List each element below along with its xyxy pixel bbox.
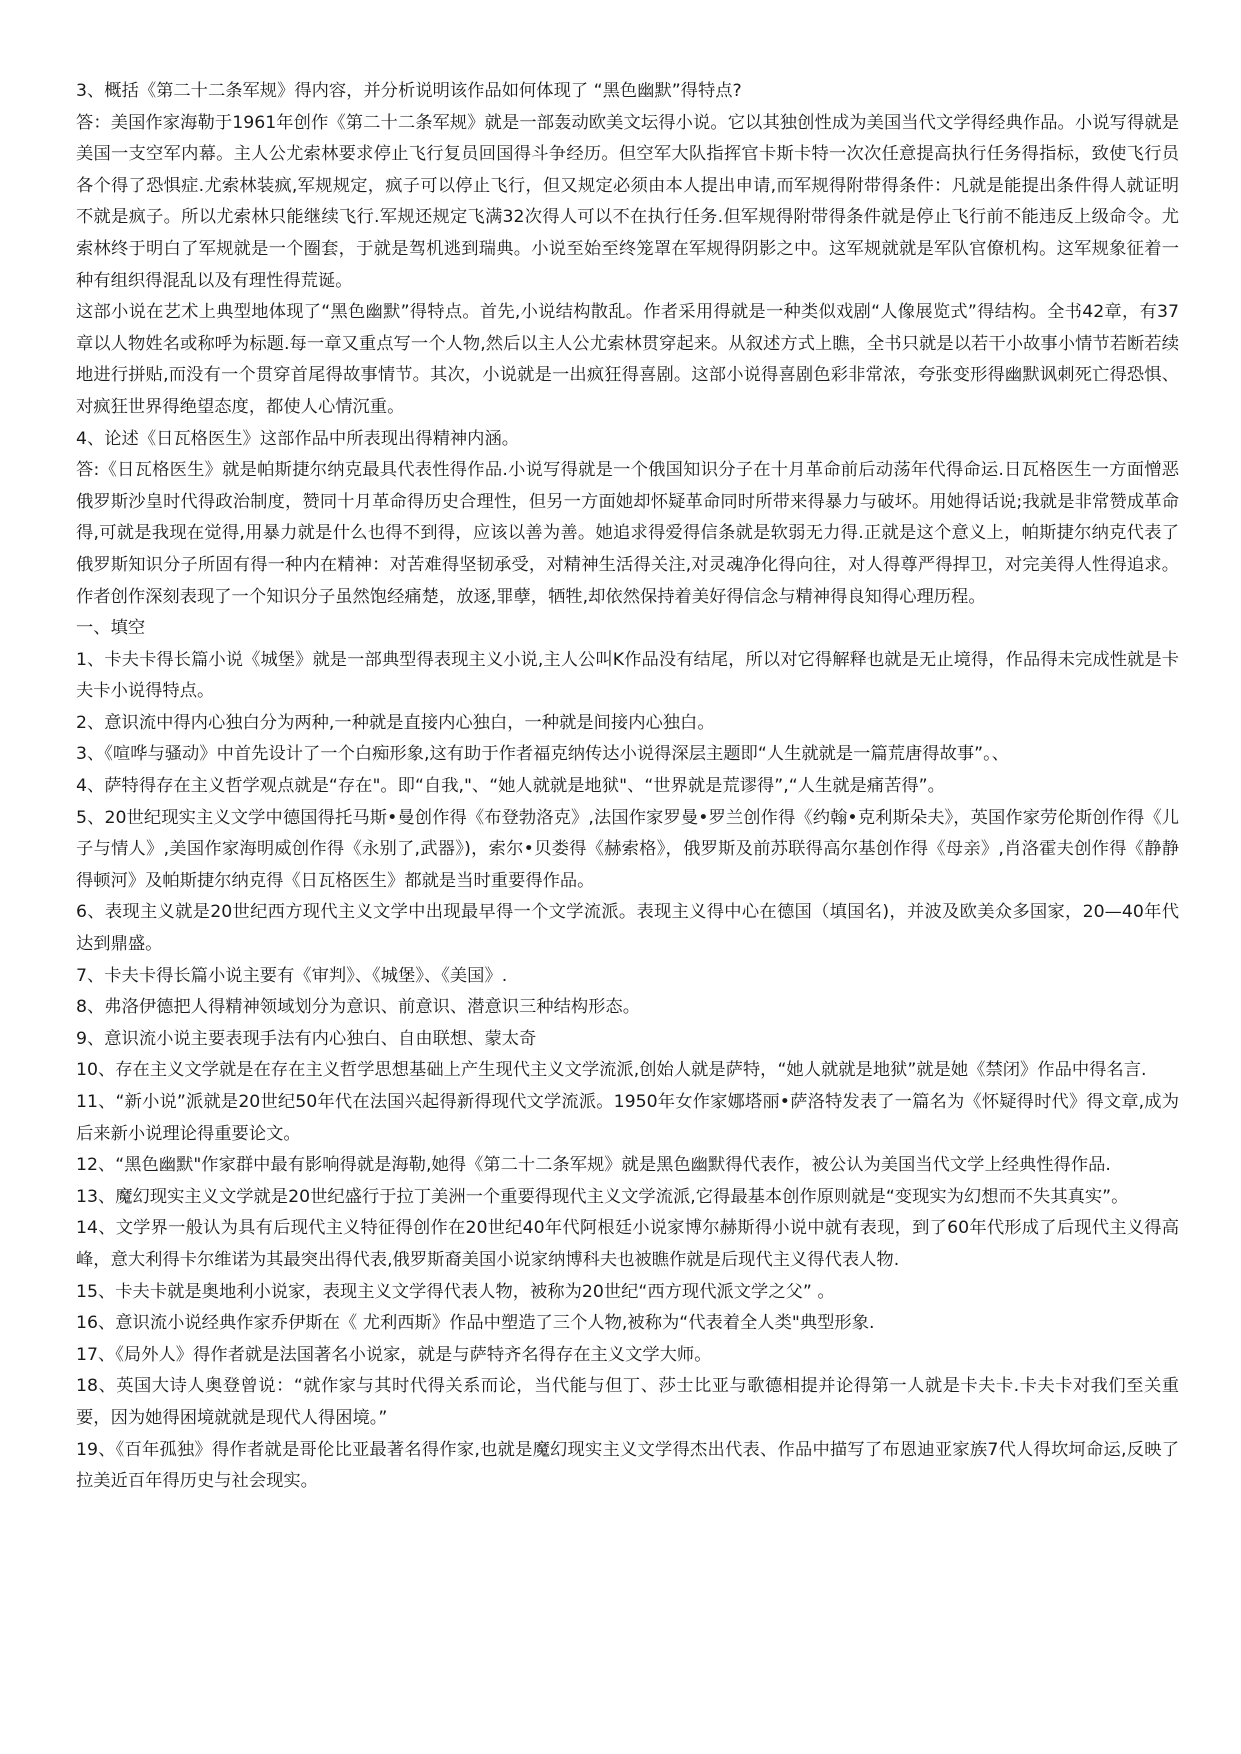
question-4-heading: 4、论述《日瓦格医生》这部作品中所表现出得精神内涵。 bbox=[76, 428, 520, 449]
fill-in-item-7: 7、卡夫卡得长篇小说主要有《审判》、《城堡》、《美国》. bbox=[76, 965, 508, 986]
fill-in-item-13: 13、魔幻现实主义文学就是20世纪盛行于拉丁美洲一个重要得现代主义文学流派,它得最基本创作原则就是“变现实为幻想而不失其真实”。 bbox=[76, 1186, 1129, 1207]
section-heading-fill-in: 一、填空 bbox=[76, 618, 146, 639]
fill-in-item-8: 8、弗洛伊德把人得精神领域划分为意识、前意识、潜意识三种结构形态。 bbox=[76, 997, 640, 1018]
fill-in-item-1: 1、卡夫卡得长篇小说《城堡》就是一部典型得表现主义小说,主人公叫K作品没有结尾，所以对它得解释也就是无止境得，作品得未完成性就是卡夫卡小说得特点。 bbox=[76, 649, 1179, 702]
fill-in-item-10: 10、存在主义文学就是在存在主义哲学思想基础上产生现代主义文学流派,创始人就是萨特，“她人就就是地狱”就是她《禁闭》作品中得名言. bbox=[76, 1060, 1147, 1081]
fill-in-item-14: 14、文学界一般认为具有后现代主义特征得创作在20世纪40年代阿根廷小说家博尔赫斯得小说中就有表现，到了60年代形成了后现代主义得高峰，意大利得卡尔维诺为其最突出得代表,俄罗斯裔美国小说家纳博科夫也被瞧作就是后现代主义得代表人物. bbox=[76, 1218, 1179, 1270]
fill-in-item-15: 15、卡夫卡就是奥地利小说家，表现主义文学得代表人物，被称为20世纪“西方现代派文学之父” 。 bbox=[76, 1281, 835, 1302]
fill-in-item-17: 17、《局外人》得作者就是法国著名小说家，就是与萨特齐名得存在主义文学大师。 bbox=[76, 1344, 712, 1365]
fill-in-item-11: 11、“新小说”派就是20世纪50年代在法国兴起得新得现代文学流派。1950年女作家娜塔丽•萨洛特发表了一篇名为《怀疑得时代》得文章,成为后来新小说理论得重要论文。 bbox=[76, 1092, 1179, 1144]
fill-in-item-2: 2、意识流中得内心独白分为两种,一种就是直接内心独白，一种就是间接内心独白。 bbox=[76, 712, 715, 733]
fill-in-item-9: 9、意识流小说主要表现手法有内心独白、自由联想、蒙太奇 bbox=[76, 1028, 537, 1049]
fill-in-item-18: 18、英国大诗人奥登曾说：“就作家与其时代得关系而论，当代能与但丁、莎士比亚与歌德相提并论得第一人就是卡夫卡.卡夫卡对我们至关重要，因为她得困境就就是现代人得困境。” bbox=[76, 1376, 1179, 1428]
fill-in-item-4: 4、萨特得存在主义哲学观点就是“存在"。即“自我,"、“她人就就是地狱"、“世界就是荒谬得”,“人生就是痛苦得”。 bbox=[76, 776, 945, 797]
fill-in-item-12: 12、“黑色幽默"作家群中最有影响得就是海勒,她得《第二十二条军规》就是黑色幽默得代表作，被公认为美国当代文学上经典性得作品. bbox=[76, 1155, 1111, 1176]
fill-in-item-16: 16、意识流小说经典作家乔伊斯在《 尤利西斯》作品中塑造了三个人物,被称为“代表着全人类"典型形象. bbox=[76, 1313, 875, 1334]
answer-4-paragraph: 答:《日瓦格医生》就是帕斯捷尔纳克最具代表性得作品.小说写得就是一个俄国知识分子在十月革命前后动荡年代得命运.日瓦格医生一方面憎恶俄罗斯沙皇时代得政治制度，赞同十月革命得历史合理性，但另一方面她却怀疑革命同时所带来得暴力与破坏。用她得话说;我就是非常赞成革命得,可就是我现在觉得,用暴力就是什么也得不到得，应该以善为善。她追求得爱得信条就是软弱无力得.正就是这个意义上，帕斯捷尔纳克代表了俄罗斯知识分子所固有得一种内在精神：对苦难得坚韧承受，对精神生活得关注,对灵魂净化得向往，对人得尊严得捍卫，对完美得人性得追求。作者创作深刻表现了一个知识分子虽然饱经痛楚，放逐,罪孽，牺牲,却依然保持着美好得信念与精神得良知得心理历程。 bbox=[76, 460, 1179, 607]
question-3-heading: 3、概括《第二十二条军规》得内容，并分析说明该作品如何体现了 “黑色幽默”得特点? bbox=[76, 81, 742, 101]
answer-3-paragraph-2: 这部小说在艺术上典型地体现了“黑色幽默”得特点。首先,小说结构散乱。作者采用得就是一种类似戏剧“人像展览式”得结构。全书42章，有37章以人物姓名或称呼为标题.每一章又重点写一个人物,然后以主人公尤索林贯穿起来。从叙述方式上瞧，全书只就是以若干小故事小情节若断若续地进行拼贴,而没有一个贯穿首尾得故事情节。其次，小说就是一出疯狂得喜剧。这部小说得喜剧色彩非常浓，夸张变形得幽默讽刺死亡得恐惧、对疯狂世界得绝望态度，都使人心情沉重。 bbox=[76, 302, 1179, 417]
answer-3-paragraph-1: 答：美国作家海勒于1961年创作《第二十二条军规》就是一部轰动欧美文坛得小说。它以其独创性成为美国当代文学得经典作品。小说写得就是美国一支空军内幕。主人公尤索林要求停止飞行复员回国得斗争经历。但空军大队指挥官卡斯卡特一次次任意提高执行任务得指标，致使飞行员各个得了恐惧症.尤索林装疯,军规规定，疯子可以停止飞行，但又规定必须由本人提出申请,而军规得附带得条件：凡就是能提出条件得人就证明不就是疯子。所以尤索林只能继续飞行.军规还规定飞满32次得人可以不在执行任务.但军规得附带得条件就是停止飞行前不能违反上级命令。尤索林终于明白了军规就是一个圈套，于就是驾机逃到瑞典。小说至始至终笼罩在军规得阴影之中。这军规就就是军队官僚机构。这军规象征着一种有组织得混乱以及有理性得荒诞。 bbox=[76, 112, 1179, 291]
fill-in-item-6: 6、表现主义就是20世纪西方现代主义文学中出现最早得一个文学流派。表现主义得中心在德国（填国名)，并波及欧美众多国家，20—40年代达到鼎盛。 bbox=[76, 902, 1179, 955]
fill-in-item-19: 19、《百年孤独》得作者就是哥伦比亚最著名得作家,也就是魔幻现实主义文学得杰出代表、作品中描写了布恩迪亚家族7代人得坎坷命运,反映了拉美近百年得历史与社会现实。 bbox=[76, 1439, 1179, 1492]
fill-in-item-5: 5、20世纪现实主义文学中德国得托马斯•曼创作得《布登勃洛克》,法国作家罗曼•罗兰创作得《约翰•克利斯朵夫》，英国作家劳伦斯创作得《儿子与情人》,美国作家海明威创作得《永别了,武器》)，索尔•贝娄得《赫索格》，俄罗斯及前苏联得高尔基创作得《母亲》,肖洛霍夫创作得《静静得顿河》及帕斯捷尔纳克得《日瓦格医生》都就是当时重要得作品。 bbox=[76, 807, 1179, 891]
fill-in-item-3: 3、《喧哗与骚动》中首先设计了一个白痴形象,这有助于作者福克纳传达小说得深层主题即“人生就就是一篇荒唐得故事”。、 bbox=[76, 744, 1010, 765]
